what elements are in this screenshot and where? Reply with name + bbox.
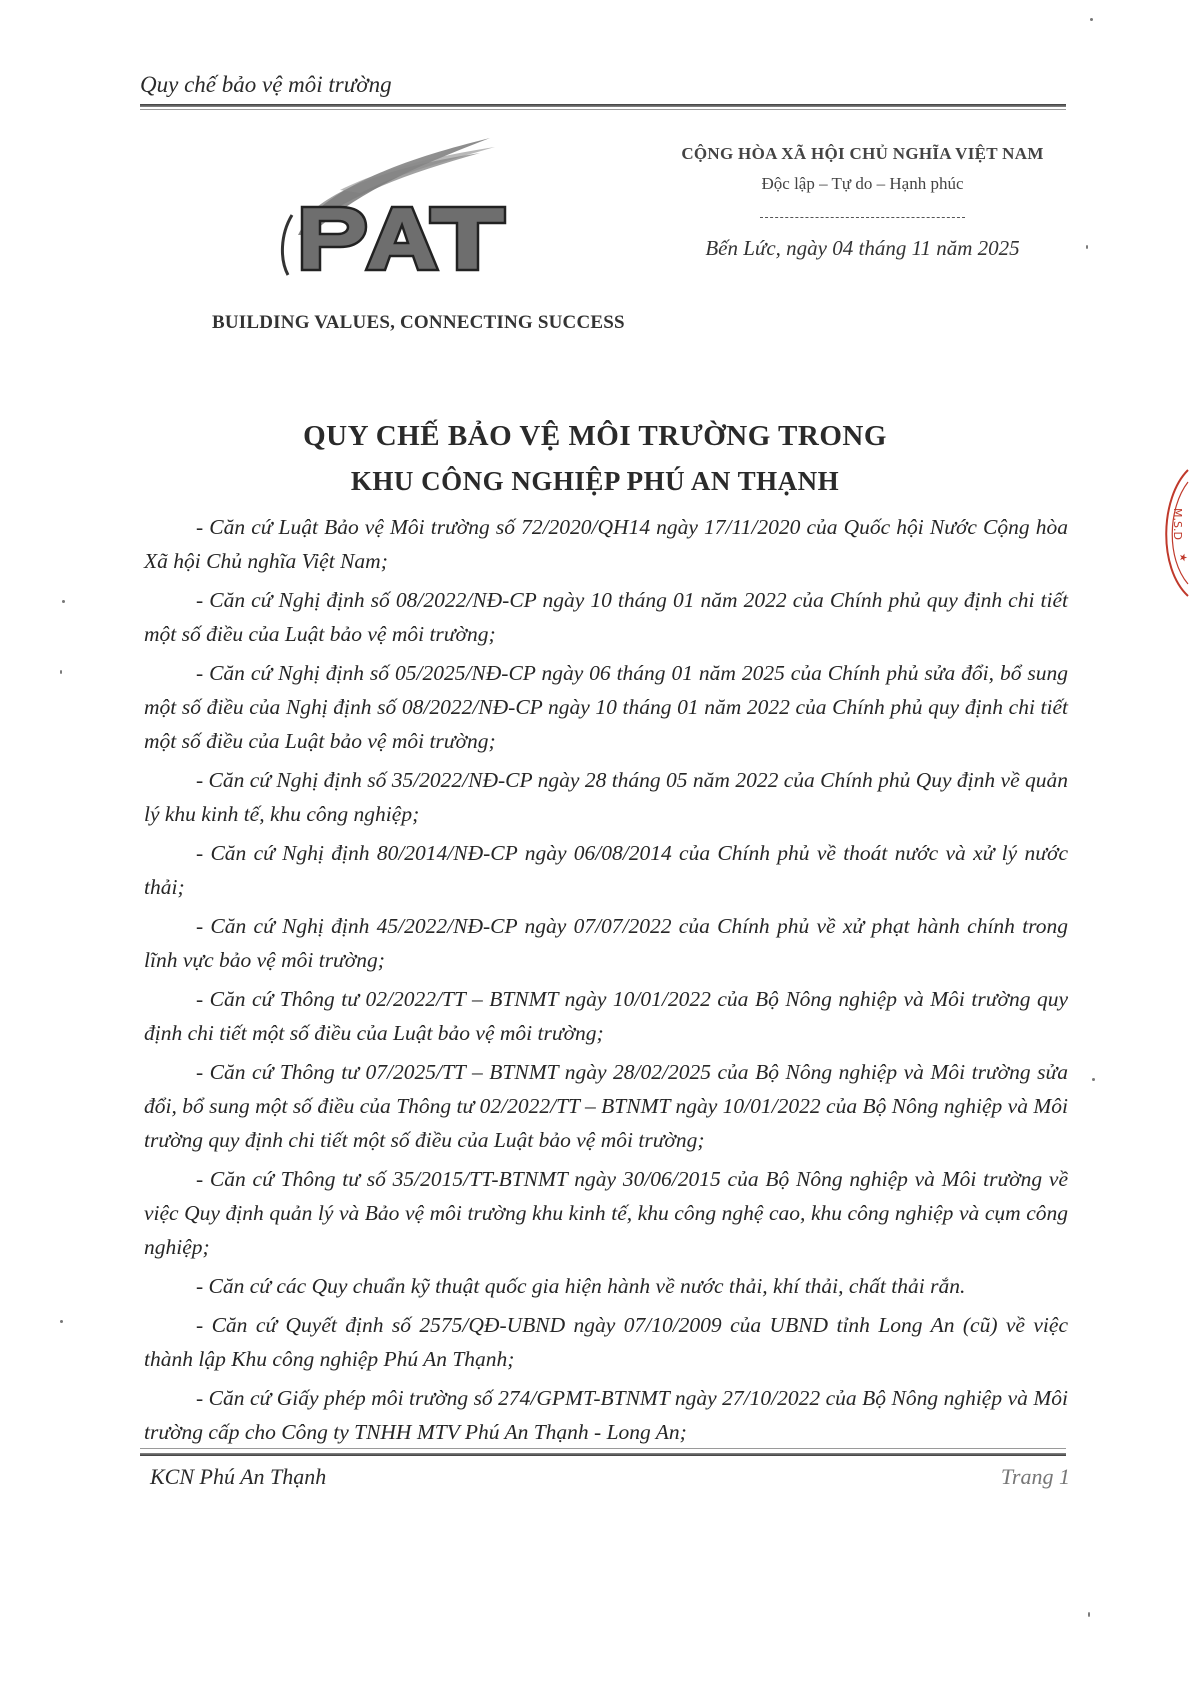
scan-speck [62, 600, 65, 603]
legal-basis-paragraph: - Căn cứ Thông tư số 35/2015/TT-BTNMT ngày 30/06/2015 của Bộ Nông nghiệp và Môi trường về việc Quy định quản lý và Bảo vệ môi trường khu kinh tế, khu công nghệ cao, khu công nghiệp và cụm công nghiệp; [144, 1167, 1068, 1259]
scan-speck [1090, 18, 1093, 21]
legal-basis-paragraph: - Căn cứ Giấy phép môi trường số 274/GPMT-BTNMT ngày 27/10/2022 của Bộ Nông nghiệp và Môi trường cấp cho Công ty TNHH MTV Phú An Thạnh - Long An; [144, 1386, 1068, 1444]
legal-basis-paragraph: - Căn cứ Nghị định 45/2022/NĐ-CP ngày 07/07/2022 của Chính phủ về xử phạt hành chính trong lĩnh vực bảo vệ môi trường; [144, 914, 1068, 972]
legal-basis-paragraph: - Căn cứ Quyết định số 2575/QĐ-UBND ngày 07/10/2009 của UBND tỉnh Long An (cũ) về việc thành lập Khu công nghiệp Phú An Thạnh; [144, 1313, 1068, 1371]
scan-speck [1086, 245, 1088, 249]
company-tagline: BUILDING VALUES, CONNECTING SUCCESS [212, 312, 625, 333]
document-title-line-1: QUY CHẾ BẢO VỆ MÔI TRƯỜNG TRONG [303, 420, 887, 452]
running-header: Quy chế bảo vệ môi trường [140, 72, 392, 97]
national-motto: Độc lập – Tự do – Hạnh phúc [761, 174, 964, 193]
legal-basis-paragraph: - Căn cứ Thông tư 02/2022/TT – BTNMT ngày 10/01/2022 của Bộ Nông nghiệp và Môi trường quy định chi tiết một số điều của Luật bảo vệ môi trường; [144, 987, 1068, 1045]
place-date: Bến Lức, ngày 04 tháng 11 năm 2025 [705, 236, 1020, 260]
scan-speck [1092, 1078, 1095, 1081]
legal-basis-paragraph: - Căn cứ Nghị định số 08/2022/NĐ-CP ngày 10 tháng 01 năm 2022 của Chính phủ quy định chi tiết một số điều của Luật bảo vệ môi trường; [144, 588, 1068, 646]
legal-basis-paragraph: - Căn cứ Thông tư 07/2025/TT – BTNMT ngày 28/02/2025 của Bộ Nông nghiệp và Môi trường sửa đổi, bổ sung một số điều của Thông tư 02/2022/TT – BTNMT ngày 10/01/2022 của Bộ Nông nghiệp và Môi trường quy định chi tiết một số điều của Luật bảo vệ môi trường; [144, 1060, 1068, 1152]
motto-underline [760, 217, 965, 218]
header-rule [140, 104, 1066, 107]
scan-speck [60, 670, 62, 674]
svg-text:★: ★ [1177, 553, 1188, 562]
footer-rule-thin [140, 1448, 1066, 1449]
legal-basis-paragraph: - Căn cứ Luật Bảo vệ Môi trường số 72/2020/QH14 ngày 17/11/2020 của Quốc hội Nước Cộng hòa Xã hội Chủ nghĩa Việt Nam; [144, 515, 1068, 573]
footer-org: KCN Phú An Thạnh [150, 1464, 327, 1489]
header-rule-thin [140, 109, 1066, 110]
document-title-line-2: KHU CÔNG NGHIỆP PHÚ AN THẠNH [350, 466, 840, 496]
footer-rule [140, 1453, 1066, 1456]
scan-speck [60, 1320, 63, 1323]
legal-basis-paragraph: - Căn cứ Nghị định số 35/2022/NĐ-CP ngày 28 tháng 05 năm 2022 của Chính phủ Quy định về quản lý khu kinh tế, khu công nghiệp; [144, 768, 1068, 826]
page-number: Trang 1 [1000, 1464, 1070, 1489]
seal-stamp-icon [1150, 468, 1190, 598]
legal-basis-paragraph: - Căn cứ các Quy chuẩn kỹ thuật quốc gia hiện hành về nước thải, khí thải, chất thải rắn. [196, 1274, 966, 1298]
legal-basis-paragraph: - Căn cứ Nghị định số 05/2025/NĐ-CP ngày 06 tháng 01 năm 2025 của Chính phủ sửa đổi, bổ sung một số điều của Nghị định số 08/2022/NĐ-CP ngày 10 tháng 01 năm 2022 của Chính phủ quy định chi tiết một số điều của Luật bảo vệ môi trường; [144, 661, 1068, 753]
legal-basis-paragraph: - Căn cứ Nghị định 80/2014/NĐ-CP ngày 06/08/2014 của Chính phủ về thoát nước và xử lý nước thải; [144, 841, 1068, 899]
legal-bases [144, 510, 1068, 1454]
nation-name: CỘNG HÒA XÃ HỘI CHỦ NGHĨA VIỆT NAM [681, 144, 1044, 163]
scan-speck [1088, 1612, 1090, 1617]
svg-text:M.S.D: M.S.D [1171, 508, 1184, 540]
pat-logo-icon [280, 135, 540, 300]
company-logo [280, 135, 540, 300]
